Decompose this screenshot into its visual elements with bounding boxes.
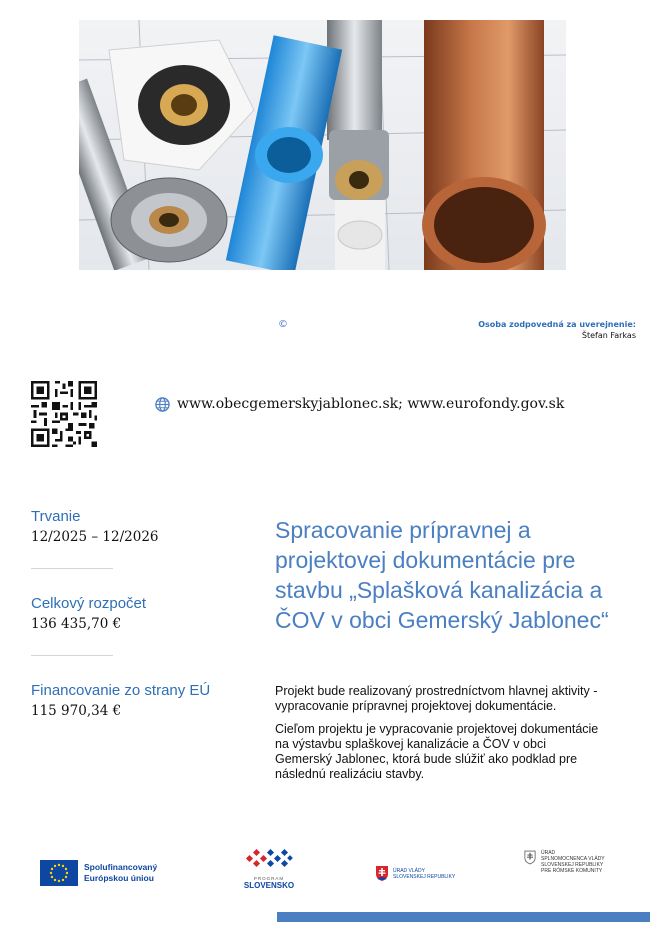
uv-logo-line: SLOVENSKEJ REPUBLIKY [393, 873, 456, 880]
slovak-coat-of-arms-icon [375, 865, 389, 882]
roma-plenipotentiary-logo [524, 850, 605, 874]
rk-logo-line: PRE RÓMSKE KOMUNITY [541, 868, 603, 874]
eu-flag-icon [40, 860, 78, 886]
duration-value: 12/2025 – 12/2026 [31, 529, 159, 545]
description-paragraph: Cieľom projektu je vypracovanie projektovej dokumentácie na výstavbu splaškovej kanalizácie a ČOV v obci Gemerský Jablonec, ktorá bude slúžiť ako podklad pre následnú realizáciu stavby. [275, 721, 599, 782]
project-facts [31, 508, 231, 719]
eu-logo-line: Spolufinancovaný [84, 862, 158, 872]
divider [31, 655, 113, 656]
eu-cofunded-logo [40, 860, 157, 886]
program-label: PROGRAM [253, 876, 285, 881]
project-description [275, 684, 605, 783]
slovensko-label: SLOVENSKO [243, 881, 295, 890]
program-slovensko-mark-icon [243, 846, 295, 872]
rk-logo-line: SLOVENSKEJ REPUBLIKY [541, 862, 604, 868]
rk-logo-line: SPLNOMOCNENCA VLÁDY [541, 856, 605, 862]
publisher-label: Osoba zodpovedná za uverejnenie: [478, 320, 636, 329]
publisher-name: Štefan Farkas [581, 331, 636, 340]
slovak-coat-of-arms-icon [524, 850, 536, 865]
duration-label: Trvanie [31, 508, 81, 525]
qr-code[interactable] [31, 381, 97, 447]
rk-logo-line: ÚRAD [541, 850, 556, 856]
budget-value: 136 435,70 € [31, 616, 122, 632]
globe-icon [155, 397, 170, 412]
uv-logo-line: ÚRAD VLÁDY [393, 867, 425, 874]
web-links [155, 396, 564, 412]
eu-funding-label: Financovanie zo strany EÚ [31, 682, 211, 699]
publisher-block [478, 320, 636, 340]
government-office-logo [375, 865, 455, 882]
website-urls[interactable]: www.obecgemerskyjablonec.sk; www.eurofondy.gov.sk [177, 396, 565, 412]
divider [31, 568, 113, 569]
hero-photo [79, 20, 566, 270]
bottom-accent-bar [277, 912, 650, 922]
copyright-symbol: © [278, 319, 288, 330]
program-slovensko-logo [240, 846, 298, 890]
eu-funding-value: 115 970,34 € [31, 703, 122, 719]
eu-logo-line: Európskou úniou [84, 873, 154, 883]
budget-label: Celkový rozpočet [31, 595, 147, 612]
project-title: Spracovanie prípravnej a projektovej dokumentácie pre stavbu „Splašková kanalizácia a ČOV v obci Gemerský Jablonec“ [275, 517, 609, 633]
description-paragraph: Projekt bude realizovaný prostredníctvom hlavnej aktivity - vypracovanie prípravnej projektovej dokumentácie. [275, 684, 598, 714]
